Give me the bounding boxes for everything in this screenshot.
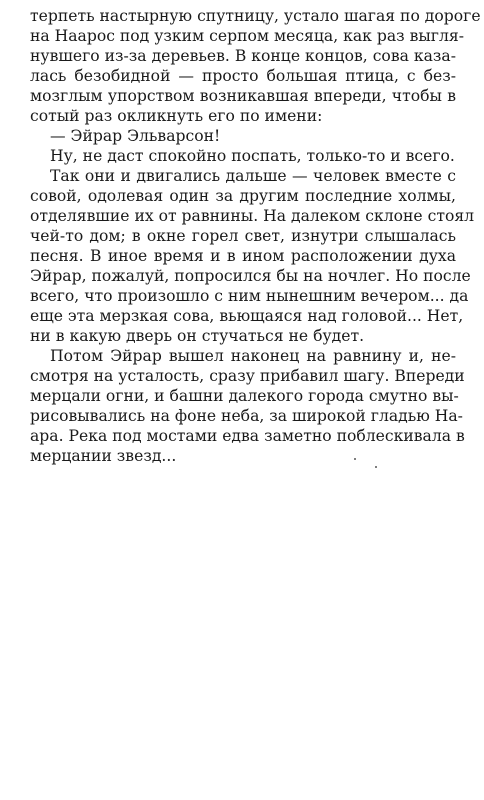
scan-speck	[354, 458, 356, 460]
text-line: чей-то дом; в окне горел свет, изнутри слышалась	[30, 227, 456, 245]
text-line: мерцали огни, и башни далекого города смутно вы-	[30, 387, 459, 405]
text-line: нувшего из-за деревьев. В конце концов, сова каза-	[30, 47, 456, 65]
text-line: мерцании звезд...	[30, 447, 177, 465]
text-line: отделявшие их от равнины. На далеком склоне стоял	[30, 207, 475, 225]
text-line: песня. В иное время и в ином расположении духа	[30, 247, 456, 265]
text-line: смотря на усталость, сразу прибавил шагу. Впереди	[30, 367, 465, 385]
text-line: Эйрар, пожалуй, попросился бы на ночлег. Но после	[30, 267, 471, 285]
text-line: мозглым упорством возникавшая впереди, чтобы в	[30, 87, 456, 105]
text-line: Ну, не даст спокойно поспать, только-то и всего.	[50, 147, 455, 165]
text-line: Потом Эйрар вышел наконец на равнину и, не-	[50, 347, 456, 365]
text-line: на Наарос под узким серпом месяца, как раз выгля-	[30, 27, 464, 45]
scan-speck	[375, 466, 377, 468]
text-line: совой, одолевая один за другим последние холмы,	[30, 187, 456, 205]
text-line: терпеть настырную спутницу, устало шагая по дороге	[30, 7, 481, 25]
text-line: лась безобидной — просто большая птица, с без-	[30, 67, 456, 85]
text-line: рисовывались на фоне неба, за широкой гладью На-	[30, 407, 463, 425]
text-line: ни в какую дверь он стучаться не будет.	[30, 327, 365, 345]
text-line: еще эта мерзкая сова, вьющаяся над головой... Нет,	[30, 307, 464, 325]
text-line: всего, что произошло с ним нынешним вечером... да	[30, 287, 469, 305]
text-line: — Эйрар Эльварсон!	[50, 127, 221, 145]
text-line: ара. Река под мостами едва заметно поблескивала в	[30, 427, 465, 445]
page-text	[30, 6, 481, 466]
text-line: сотый раз окликнуть его по имени:	[30, 107, 323, 125]
text-line: Так они и двигались дальше — человек вместе с	[50, 167, 456, 185]
